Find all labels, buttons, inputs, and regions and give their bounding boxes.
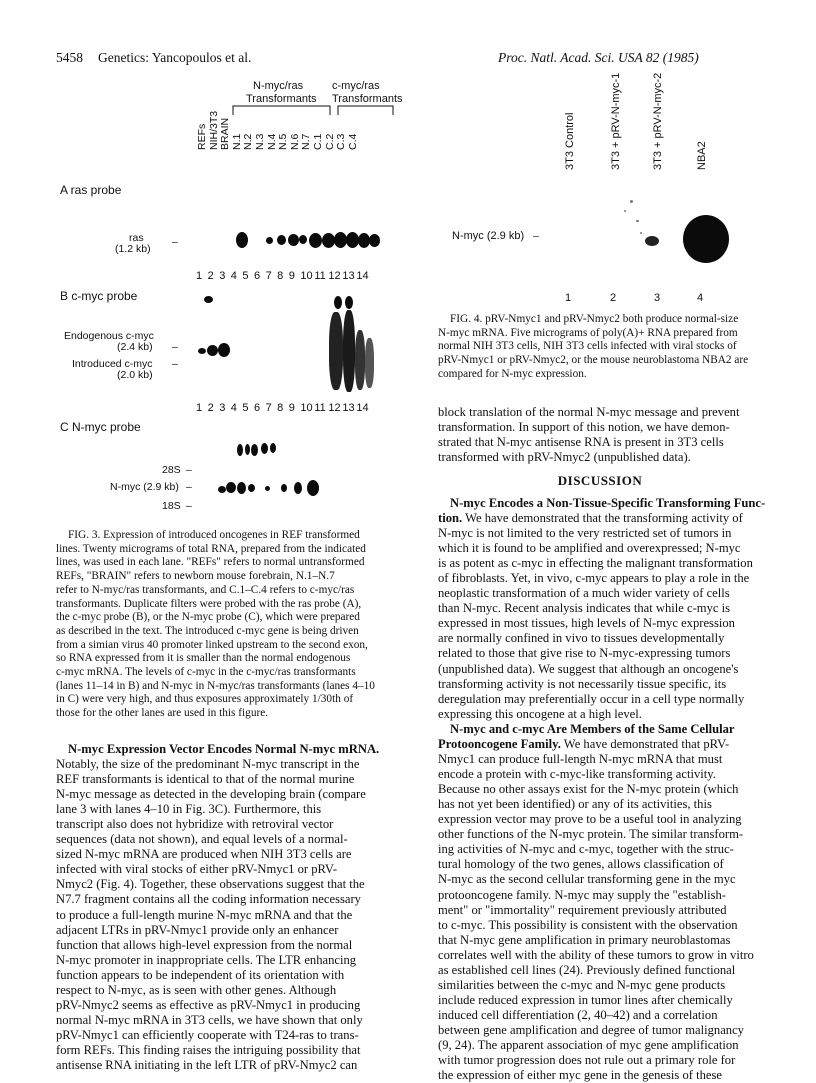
fig3-lane-number: 7	[265, 270, 272, 282]
fig3-lane-number: 13	[342, 402, 355, 414]
fig4-blot	[550, 180, 750, 280]
body-line: lane 3 with lanes 4–10 in Fig. 3C). Furthermore, this	[56, 802, 322, 817]
fig3-lane-label: C.4	[346, 133, 359, 150]
body-line: infected with viral stocks of either pRV-Nmyc1 or pRV-	[56, 862, 338, 877]
body-line: deregulation may preferentially occur in a cell type normally	[438, 691, 745, 706]
fig3-lane-label: BRAIN	[219, 117, 232, 150]
fig3-lane-label: N.5	[277, 133, 290, 150]
body-line: of fibroblasts. Yet, in vivo, c-myc appears to play a role in the	[438, 571, 750, 586]
body-line: function appears to be independent of its orientation with	[56, 967, 345, 982]
fig3-lane-number: 4	[230, 402, 237, 414]
body-line: (unpublished data). We suggest that although an oncogene's	[438, 661, 739, 676]
body-line: N-myc Encodes a Non-Tissue-Specific Transforming Func-	[450, 496, 766, 510]
fig3-lane-number: 12	[328, 402, 341, 414]
running-head-journal: Proc. Natl. Acad. Sci. USA 82 (1985)	[498, 50, 699, 65]
caption-line: as described in the text. The introduced c-myc gene is being driven	[56, 624, 359, 637]
discussion-heading: DISCUSSION	[557, 473, 643, 488]
fig3-panel-a-label: A ras probe	[60, 183, 122, 197]
fig3-lane-number: 4	[230, 270, 237, 282]
fig3-lane-number: 2	[207, 270, 214, 282]
body-line: Nmyc1 can produce full-length N-myc mRNA that must	[438, 752, 723, 767]
fig3-lane-numbers-b	[196, 402, 370, 414]
discussion-para-2	[438, 722, 762, 1083]
blot-b-top-12	[345, 296, 353, 309]
body-line: induced cell differentiation (2, 40–42) and a correlation	[438, 1007, 718, 1022]
fig4-speck-1	[630, 200, 633, 203]
caption-line: REFs, "BRAIN" refers to newborn mouse forebrain, N.1–N.7	[56, 570, 335, 583]
body-line: protooncogene family. N-myc may supply the "establish-	[438, 887, 726, 902]
blot-a-band-7	[288, 234, 299, 246]
fig4-band-4	[683, 215, 729, 263]
blot-a-band-6	[277, 235, 286, 245]
fig3-lane-number: 14	[356, 402, 369, 414]
blot-a-band-9	[309, 233, 322, 248]
body-line: strated that N-myc antisense RNA is present in 3T3 cells	[438, 435, 724, 450]
body-line: Nmyc2 (Fig. 4). Together, these observations suggest that the	[56, 877, 365, 892]
fig4-nmyc-tick: –	[533, 230, 539, 242]
blot-b-smear-14	[365, 338, 374, 388]
figure-4	[440, 70, 760, 310]
fig3-lane-number: 1	[196, 270, 203, 282]
caption-line: refer to N-myc/ras transformants, and C.1–C.4 refers to c-myc/ras	[56, 583, 355, 596]
fig3-group-left-sub: Transformants	[246, 93, 317, 105]
fig3-28s-label: 28S	[162, 464, 181, 476]
fig3-ras-size: (1.2 kb)	[115, 243, 151, 255]
fig3-lane-number: 5	[242, 402, 249, 414]
body-line: sized N-myc mRNA are produced when NIH 3T3 cells are	[56, 847, 352, 862]
fig3-lane-label: N.2	[242, 133, 255, 150]
blot-c-top-7	[261, 443, 268, 454]
fig3-18s-label: 18S	[162, 500, 181, 512]
fig3-lane-label: N.1	[230, 133, 243, 150]
blot-b-dot-3	[204, 296, 213, 303]
blot-a-band-4	[236, 232, 248, 248]
fig3-lane-number: 9	[288, 402, 295, 414]
fig3-lane-number: 3	[219, 270, 226, 282]
fig4-speck-4	[640, 232, 642, 234]
caption-line: compared for N-myc expression.	[438, 367, 587, 380]
fig4-nmyc-label: N-myc (2.9 kb)	[452, 230, 525, 242]
fig3-28s-tick: –	[186, 464, 192, 476]
caption-line: in C) were very high, and thus exposures approximately 1/30th of	[56, 693, 354, 706]
blot-a-band-14	[369, 234, 380, 247]
blot-a-band-5	[266, 237, 273, 244]
fig3-lane-number: 1	[196, 402, 203, 414]
fig3-endog-label: Endogenous c-myc	[64, 330, 154, 342]
blot-c-band-5	[237, 482, 246, 494]
fig3-lane-label: C.2	[323, 133, 336, 150]
body-line: include reduced expression in tumor lines after chemically	[438, 992, 733, 1007]
fig3-group-left: N-myc/ras	[253, 80, 304, 92]
fig3-blot-b	[195, 290, 410, 400]
fig4-lane-numbers	[440, 292, 760, 306]
body-line: with tumor progression does not rule out a primary role for	[438, 1053, 736, 1068]
body-line: which it is found to be amplified and overexpressed; N-myc	[438, 541, 741, 556]
body-line: transformed with pRV-Nmyc2 (unpublished data).	[438, 450, 691, 465]
body-line: similarities between the c-myc and N-myc gene products	[438, 977, 726, 992]
body-line: N-myc promoter in inappropriate cells. The LTR enhancing	[56, 952, 357, 967]
body-line: function that allows high-level expression from the normal	[56, 937, 353, 952]
fig3-caption	[56, 529, 402, 721]
body-line: is as potent as c-myc in effecting the malignant transformation	[438, 556, 753, 571]
body-line: are normally confined in vivo to tissues developmentally	[438, 631, 725, 646]
body-line: transforming activity is not necessarily tissue specific, its	[438, 676, 727, 691]
fig3-group-right: c-myc/ras	[332, 80, 380, 92]
blot-c-top-8	[270, 443, 276, 453]
caption-line: FIG. 4. pRV-Nmyc1 and pRV-Nmyc2 both produce normal-size	[450, 313, 739, 325]
fig3-lane-number: 10	[300, 402, 313, 414]
body-line: Because no other assays exist for the N-myc protein (which	[438, 782, 739, 797]
blot-b-smear-12	[343, 310, 355, 392]
body-line: REF transformants is identical to that of the normal murine	[56, 772, 355, 787]
blot-c-band-10	[307, 480, 319, 496]
body-line: that N-myc gene amplification in primary neuroblastomas	[438, 932, 731, 947]
body-line: as established cell lines (24). Previously defined functional	[438, 962, 736, 977]
right-column-intro	[438, 405, 762, 465]
body-line: Notably, the size of the predominant N-myc transcript in the	[56, 757, 360, 772]
fig3-lane-number: 12	[328, 270, 341, 282]
body-line: tural homology of the two genes, allows classification of	[438, 857, 724, 872]
fig3-lane-label: N.7	[300, 133, 313, 150]
fig3-lane-number: 6	[253, 402, 261, 414]
fig3-lane-number: 7	[265, 402, 272, 414]
fig4-lane-number: 1	[565, 292, 572, 304]
fig3-lane-label: C.3	[335, 133, 348, 150]
fig3-endog-tick: –	[172, 341, 178, 353]
fig3-intro-tick: –	[172, 358, 178, 370]
fig3-lane-label: N.4	[265, 133, 278, 150]
fig3-panel-b-label: B c-myc probe	[60, 289, 138, 303]
running-head-section: Genetics: Yancopoulos et al.	[98, 50, 252, 65]
fig3-lane-label: NIH/3T3	[207, 110, 220, 150]
fig3-lane-number: 14	[356, 270, 369, 282]
fig3-lane-number: 8	[277, 270, 284, 282]
fig3-nmyc-label: N-myc (2.9 kb)	[110, 481, 179, 493]
fig3-group-brackets	[230, 104, 400, 116]
body-line: has not yet been identified) or any of its activities, this	[438, 797, 712, 812]
page-number: 5458	[56, 50, 83, 65]
fig3-lane-label: N.3	[254, 133, 266, 150]
body-line: respect to N-myc, as is seen with other genes. Although	[56, 982, 337, 997]
body-line: transformation. In support of this notion, we have demon-	[438, 420, 730, 435]
fig4-lane-label: 3T3 + pRV-N-myc-1	[610, 72, 622, 170]
left-column-text	[56, 742, 402, 1073]
blot-c-top-4	[237, 444, 243, 456]
fig3-ras-tick: –	[172, 236, 178, 248]
fig3-18s-tick: –	[186, 500, 192, 512]
body-line: (9, 24). The apparent association of myc gene amplification	[438, 1037, 739, 1052]
fig4-speck-3	[636, 220, 639, 222]
body-line: neoplastic transformation of a much wider variety of cells	[438, 586, 730, 601]
fig3-lane-label: N.6	[288, 133, 301, 150]
body-line: Protooncogene Family. We have demonstrated that pRV-	[438, 737, 730, 752]
body-line: expressed in most tissues, high levels of N-myc expression	[438, 616, 735, 631]
fig3-group-right-sub: Transformants	[332, 93, 403, 105]
blot-c-band-3	[218, 486, 226, 493]
fig3-panel-c-label: C N-myc probe	[60, 420, 141, 434]
caption-line: pRV-Nmyc1 or pRV-Nmyc2, or the mouse neuroblastoma NBA2 are	[438, 354, 749, 367]
body-line: block translation of the normal N-myc message and prevent	[438, 405, 740, 419]
body-line: tion. We have demonstrated that the transforming activity of	[438, 511, 743, 526]
fig3-nmyc-tick: –	[186, 481, 192, 493]
body-line: to c-myc. This possibility is consistent with the observation	[438, 917, 738, 932]
blot-b-smear-11	[329, 312, 343, 390]
body-line: sequences (data not shown), and equal levels of a normal-	[56, 832, 348, 847]
caption-line: lines. Twenty micrograms of total RNA, prepared from the indicated	[56, 542, 366, 555]
body-line: expressing this oncogene at a high level.	[438, 706, 642, 721]
body-line: than N-myc. Recent analysis indicates that while c-myc is	[438, 601, 731, 616]
blot-b-smear-13	[355, 330, 365, 390]
fig4-lane-number: 3	[654, 292, 661, 304]
caption-line: those for the other lanes are used in this figure.	[56, 707, 269, 720]
fig3-lane-number: 13	[342, 270, 355, 282]
body-line: N7.7 fragment contains all the coding information necessary	[56, 892, 361, 907]
blot-c-band-6	[248, 484, 255, 492]
body-line: to produce a full-length murine N-myc mRNA and that the	[56, 907, 353, 922]
blot-b-intro-3	[218, 343, 230, 357]
fig3-lane-number: 11	[314, 270, 326, 282]
blot-c-band-7	[265, 486, 270, 491]
fig3-intro-label: Introduced c-myc	[72, 358, 153, 370]
body-line: pRV-Nmyc2 seems as effective as pRV-Nmyc1 in producing	[56, 997, 361, 1012]
fig4-lane-label: 3T3 Control	[564, 112, 576, 170]
caption-line: the c-myc probe (B), or the N-myc probe (C), which were prepared	[56, 611, 360, 624]
fig3-lane-number: 11	[314, 402, 326, 414]
blot-c-top-5	[245, 444, 250, 455]
fig3-endog-size: (2.4 kb)	[117, 341, 153, 353]
body-line: normal N-myc mRNA in 3T3 cells, we have shown that only	[56, 1012, 363, 1027]
fig3-ras-label: ras	[129, 232, 144, 244]
caption-line: normal NIH 3T3 cells, NIH 3T3 cells infected with viral stocks of	[438, 340, 737, 353]
blot-b-intro-1	[198, 348, 206, 354]
body-line: N-myc Expression Vector Encodes Normal N-myc mRNA.	[68, 742, 380, 756]
fig4-lane-label: NBA2	[696, 141, 708, 170]
fig4-lane-number: 2	[610, 292, 617, 304]
caption-line: lines, was used in each lane. "REFs" refers to normal untransformed	[56, 556, 365, 569]
body-line: the expression of either myc gene in the genesis of these	[438, 1068, 722, 1083]
body-line: ment" or "immortality" requirement previously attributed	[438, 902, 727, 917]
fig3-lane-number: 10	[300, 270, 313, 282]
caption-line: from a simian virus 40 promoter linked upstream to the second exon,	[56, 638, 368, 651]
fig3-lane-number: 5	[242, 270, 249, 282]
fig3-lane-number: 6	[253, 270, 261, 282]
fig3-intro-size: (2.0 kb)	[117, 369, 153, 381]
blot-a-band-8	[299, 235, 307, 244]
fig4-lane-label: 3T3 + pRV-N-myc-2	[652, 72, 664, 170]
body-line: between gene amplification and degree of tumor malignancy	[438, 1022, 744, 1037]
fig3-lane-label: C.1	[312, 133, 324, 150]
body-line: pRV-Nmyc1 can efficiently cooperate with T24-ras to trans-	[56, 1027, 359, 1042]
fig4-lane-number: 4	[697, 292, 704, 304]
fig3-lane-number: 9	[288, 270, 295, 282]
fig3-lane-numbers-a	[196, 270, 370, 282]
fig3-lane-number: 2	[207, 402, 214, 414]
blot-c-band-4	[226, 482, 236, 493]
blot-c-band-8	[281, 484, 287, 492]
discussion-para-1	[438, 496, 766, 722]
body-line: encode a protein with c-myc-like transforming activity.	[438, 767, 716, 782]
blot-b-top-11	[334, 296, 342, 309]
body-line: N-myc is not limited to the very restricted set of tumors in	[438, 526, 732, 541]
body-line: correlates well with the ability of these tumors to grow in vitro	[438, 947, 754, 962]
body-line: expression vector may prove to be a useful tool in analyzing	[438, 812, 742, 827]
body-line: N-myc message as detected in the developing brain (compare	[56, 787, 366, 802]
body-line: antisense RNA initiating in the left LTR of pRV-Nmyc2 can	[56, 1057, 358, 1072]
caption-line: FIG. 3. Expression of introduced oncogenes in REF transformed	[68, 529, 360, 541]
fig3-blot-a	[195, 222, 410, 262]
blot-c-top-6	[251, 444, 258, 456]
blot-c-band-9	[294, 482, 302, 494]
body-line: related to those that give rise to N-myc-expressing tumors	[438, 646, 731, 661]
body-line: ing activities of N-myc and c-myc, together with the struc-	[438, 842, 734, 857]
figure-3	[0, 0, 420, 520]
fig3-blot-c	[195, 420, 410, 510]
body-line: transcript also does not hybridize with retroviral vector	[56, 817, 334, 832]
caption-line: c-myc mRNA. The levels of c-myc in the c-myc/ras transformants	[56, 666, 356, 679]
fig4-caption	[438, 313, 762, 382]
fig3-lane-number: 8	[277, 402, 284, 414]
body-line: N-myc as the second cellular transforming gene in the myc	[438, 872, 736, 887]
fig3-lane-label: REFs	[196, 123, 208, 150]
blot-b-intro-2	[207, 345, 218, 356]
fig4-band-3	[645, 236, 659, 246]
fig4-speck-2	[624, 210, 626, 212]
body-line: N-myc and c-myc Are Members of the Same Cellular	[450, 722, 735, 736]
fig3-lane-number: 3	[219, 402, 226, 414]
caption-line: (lanes 11–14 in B) and N-myc in N-myc/ras transformants (lanes 4–10	[56, 679, 375, 692]
caption-line: N-myc mRNA. Five micrograms of poly(A)+ RNA prepared from	[438, 326, 738, 339]
caption-line: transformants. Duplicate filters were probed with the ras probe (A),	[56, 597, 362, 610]
body-line: form REFs. This finding raises the intriguing possibility that	[56, 1042, 361, 1057]
body-line: adjacent LTRs in pRV-Nmyc1 provide only an enhancer	[56, 922, 339, 937]
body-line: other functions of the N-myc protein. The similar transform-	[438, 827, 744, 842]
caption-line: so RNA expressed from it is smaller than the normal endogenous	[56, 652, 351, 665]
